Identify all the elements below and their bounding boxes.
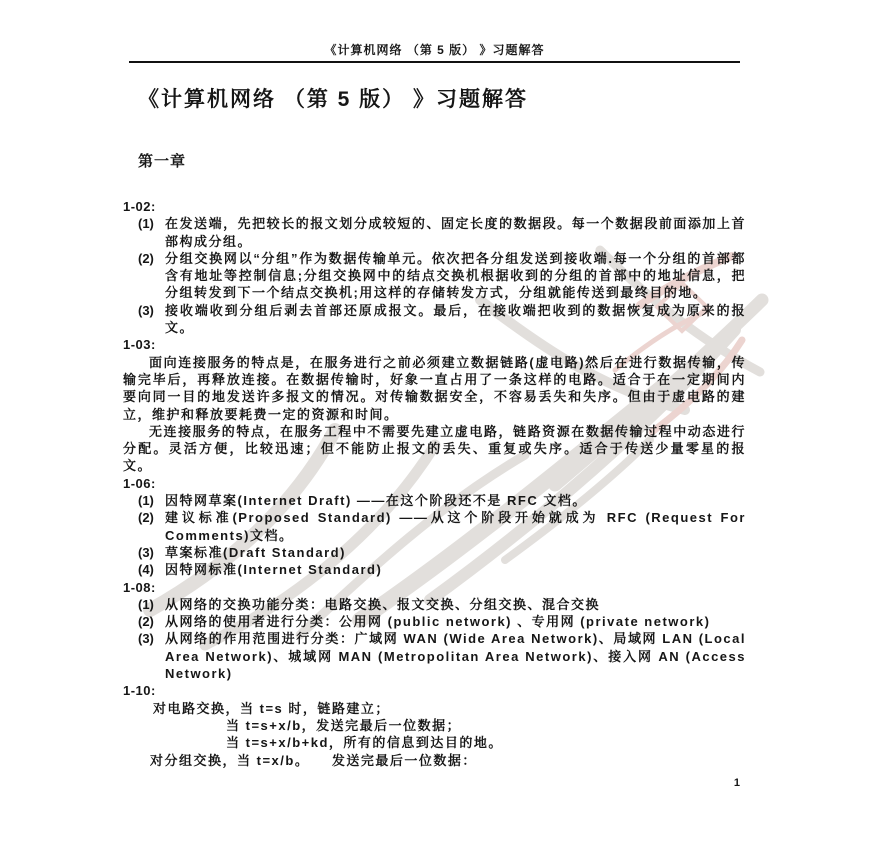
item-number: (4) xyxy=(138,562,154,578)
item-text: 因特网标准(Internet Standard) xyxy=(165,562,383,578)
item-text: 从网络的使用者进行分类：公用网 (public network) 、专用网 (private network) xyxy=(165,614,711,630)
list-item xyxy=(123,613,746,630)
section-label: 1-02: xyxy=(123,199,156,214)
formula-line: 当 t=s+x/b+kd，所有的信息到达目的地。 xyxy=(226,735,503,751)
item-number: (2) xyxy=(138,510,154,526)
item-number: (3) xyxy=(138,544,154,560)
section-1-02 xyxy=(123,198,746,336)
answers-body xyxy=(123,198,746,769)
list-item xyxy=(123,215,746,250)
item-number: (2) xyxy=(138,250,154,266)
section-label: 1-06: xyxy=(123,475,156,491)
formula-line: 当 t=s+x/b，发送完最后一位数据； xyxy=(226,717,462,733)
item-text: 从网络的交换功能分类：电路交换、报文交换、分组交换、混合交换 xyxy=(165,596,601,612)
item-text: 接收端收到分组后剥去首部还原成报文。最后，在接收端把收到的数据恢复成为原来的报文。 xyxy=(165,302,746,336)
item-text: 分组交换网以“分组”作为数据传输单元。依次把各分组发送到接收端.每一个分组的首部都含有地址等控制信息;分组交换网中的结点交换机根据收到的分组的首部中的地址信息，把分组转发到下一个结点交换机;用这样的存储转发方式，分组就能传送到最终目的地。 xyxy=(165,250,746,301)
list-item xyxy=(123,302,746,337)
item-text: 从网络的作用范围进行分类：广域网 WAN (Wide Area Network)、局域网 LAN (Local Area Network)、城域网 MAN (Metropolitan Area Network)、接入网 AN (Access Network) xyxy=(165,631,746,682)
list-item xyxy=(123,561,746,578)
formula-line: 对分组交换，当 t=x/b。 发送完最后一位数据： xyxy=(150,752,477,768)
item-text: 因特网草案(Internet Draft) ——在这个阶段还不是 RFC 文档。 xyxy=(165,493,587,509)
item-number: (2) xyxy=(138,614,154,630)
item-number: (1) xyxy=(138,216,154,232)
item-text: 建议标准(Proposed Standard) ——从这个阶段开始就成为 RFC (Request For Comments)文档。 xyxy=(165,510,746,543)
paragraph: 无连接服务的特点，在服务工程中不需要先建立虚电路，链路资源在数据传输过程中动态进行分配。灵活方便，比较迅速；但不能防止报文的丢失、重复或失序。适合于传送少量零星的报文。 xyxy=(123,423,746,474)
section-label: 1-03: xyxy=(123,337,156,353)
item-number: (3) xyxy=(138,631,154,647)
section-1-08 xyxy=(123,579,746,683)
section-1-10 xyxy=(123,682,746,768)
chapter-heading: 第一章 xyxy=(138,153,187,170)
list-item xyxy=(123,250,746,302)
list-item xyxy=(123,509,746,544)
item-text: 在发送端，先把较长的报文划分成较短的、固定长度的数据段。每一个数据段前面添加上首部构成分组。 xyxy=(165,216,746,249)
list-item xyxy=(123,544,746,561)
section-label: 1-08: xyxy=(123,579,156,595)
section-label: 1-10: xyxy=(123,683,156,699)
formula-line: 对电路交换，当 t=s 时，链路建立； xyxy=(153,700,390,716)
item-text: 草案标准(Draft Standard) xyxy=(165,544,346,560)
item-number: (1) xyxy=(138,596,154,612)
document-title: 《计算机网络 （第 5 版） 》习题解答 xyxy=(138,88,529,111)
running-header-title: 《计算机网络 （第 5 版） 》习题解答 xyxy=(324,43,545,57)
item-number: (1) xyxy=(138,493,154,509)
section-1-06 xyxy=(123,475,746,579)
section-1-03 xyxy=(123,336,746,474)
running-header xyxy=(129,0,740,63)
paragraph: 面向连接服务的特点是，在服务进行之前必须建立数据链路(虚电路)然后在进行数据传输，传输完毕后，再释放连接。在数据传输时，好象一直占用了一条这样的电路。适合于在一定期间内要向同一目的地发送许多报文的情况。对传输数据安全，不容易丢失和失序。但由于虚电路的建立，维护和释放要耗费一定的资源和时间。 xyxy=(123,354,746,422)
list-item xyxy=(123,492,746,509)
list-item xyxy=(123,596,746,613)
page-number: 1 xyxy=(733,777,740,789)
list-item xyxy=(123,630,746,682)
item-number: (3) xyxy=(138,302,154,318)
